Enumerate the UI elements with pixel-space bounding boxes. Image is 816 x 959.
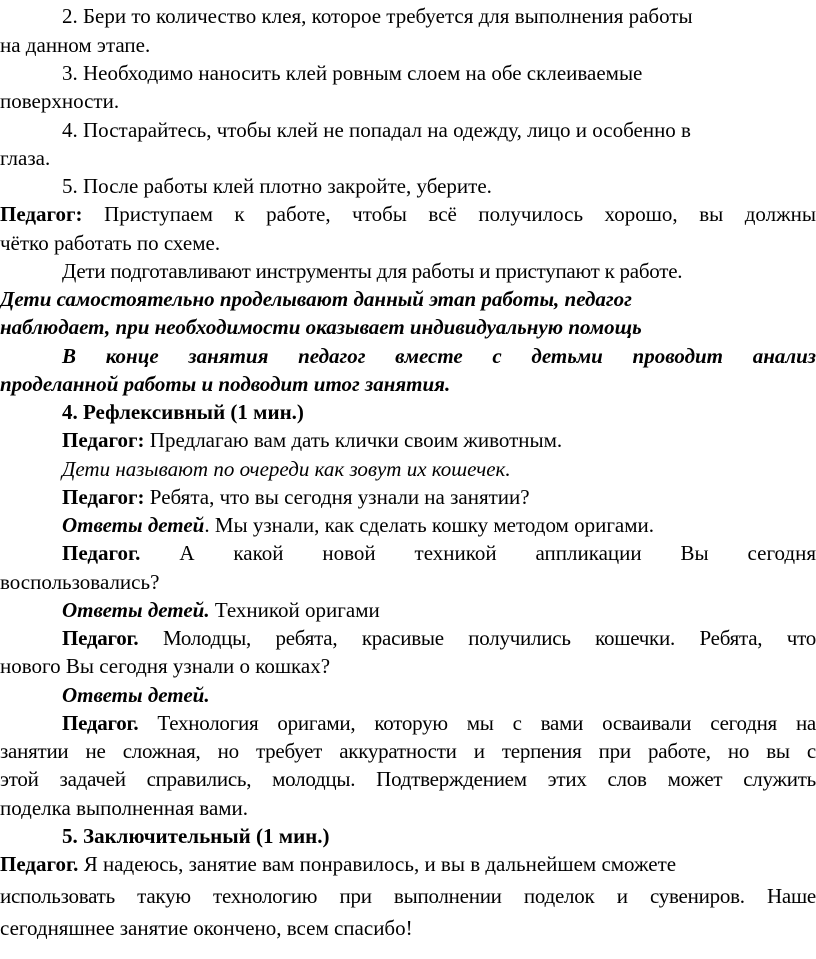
summary-note-line-2 (0, 370, 816, 398)
teacher-line (62, 483, 816, 511)
text: 3. Необходимо наносить клей ровным слоем на обе склеиваемые (62, 61, 643, 85)
text: Я надеюсь, занятие вам понравилось, и вы в дальнейшем сможете (83, 852, 677, 876)
text: глаза. (0, 146, 51, 170)
text: поверхности. (0, 89, 120, 113)
heading-text: 5. Заключительный (1 мин.) (62, 824, 330, 848)
children-action-line (62, 257, 816, 285)
speaker-label: Педагог. (0, 852, 79, 876)
speaker-label: Педагог: (62, 485, 145, 509)
text: 2. Бери то количество клея, которое требуется для выполнения работы (62, 4, 693, 28)
text: Предлагаю вам дать клички своим животным. (149, 428, 563, 452)
summary-note-line-1 (62, 342, 816, 370)
teacher-line-continued (0, 914, 816, 942)
teacher-line-continued (0, 737, 816, 765)
text: сегодняшнее занятие окончено, всем спасибо! (0, 916, 413, 940)
text: 4. Постарайтесь, чтобы клей не попадал на одежду, лицо и особенно в (62, 118, 691, 142)
text: чётко работать по схеме. (0, 231, 221, 255)
children-answer-line (62, 511, 816, 539)
text: поделка выполненная вами. (0, 796, 249, 820)
teacher-line (62, 426, 816, 454)
answer-label: Ответы детей. (62, 683, 210, 707)
emphasis-text: Дети самостоятельно проделывают данный этап работы, педагог (0, 287, 632, 311)
text: воспользовались? (0, 570, 160, 594)
teacher-line (62, 624, 816, 652)
children-answer-line (62, 681, 816, 709)
teacher-line-continued (0, 652, 816, 680)
stage-note-line-1 (0, 285, 816, 313)
teacher-line-continued (0, 765, 816, 793)
list-item-4-line-2 (0, 144, 816, 172)
text: Дети называют по очереди как зовут их кошечек. (62, 457, 511, 481)
text: . Мы узнали, как сделать кошку методом оригами. (204, 513, 655, 537)
text: Технология оригами, которую мы с вами осваивали сегодня на (157, 711, 816, 735)
text: использовать такую технологию при выполнении поделок и сувениров. Наше (0, 884, 816, 908)
list-item-4-line-1 (62, 116, 816, 144)
speaker-label: Педагог. (62, 626, 139, 650)
heading-text: 4. Рефлексивный (1 мин.) (62, 400, 304, 424)
speaker-label: Педагог. (62, 541, 141, 565)
section-heading-reflexive (62, 398, 816, 426)
teacher-line-continued (0, 794, 816, 822)
answer-label: Ответы детей (62, 513, 205, 537)
teacher-line (62, 539, 816, 567)
teacher-line-continued (0, 568, 816, 596)
list-item-3-line-2 (0, 87, 816, 115)
text: на данном этапе. (0, 33, 151, 57)
emphasis-text: наблюдает, при необходимости оказывает индивидуальную помощь (0, 315, 642, 339)
teacher-line (62, 709, 816, 737)
text: Техникой оригами (214, 598, 380, 622)
text: этой задачей справились, молодцы. Подтверждением этих слов может служить (0, 767, 816, 791)
stage-note-line-2 (0, 313, 816, 341)
emphasis-text: проделанной работы и подводит итог занятия. (0, 372, 451, 396)
text: нового Вы сегодня узнали о кошках? (0, 654, 331, 678)
teacher-line (0, 850, 816, 878)
list-item-5 (62, 172, 816, 200)
teacher-line-1 (0, 200, 816, 228)
text: Приступаем к работе, чтобы всё получилось хорошо, вы должны (104, 202, 816, 226)
speaker-label: Педагог: (0, 202, 83, 226)
teacher-line-2 (0, 229, 816, 257)
answer-label: Ответы детей. (62, 598, 210, 622)
children-answer-line (62, 596, 816, 624)
teacher-line-continued (0, 882, 816, 910)
text: занятии не сложная, но требует аккуратности и терпения при работе, но вы с (0, 739, 816, 763)
speaker-label: Педагог: (62, 428, 145, 452)
text: 5. После работы клей плотно закройте, уберите. (62, 174, 492, 198)
children-line (62, 455, 816, 483)
text: А какой новой техникой аппликации Вы сегодня (179, 541, 816, 565)
list-item-2-line-1 (62, 2, 816, 30)
text: Дети подготавливают инструменты для работы и приступают к работе. (62, 259, 683, 283)
list-item-2-line-2 (0, 31, 816, 59)
speaker-label: Педагог. (62, 711, 139, 735)
list-item-3-line-1 (62, 59, 816, 87)
section-heading-final (62, 822, 816, 850)
text: Молодцы, ребята, красивые получились кошечки. Ребята, что (162, 626, 816, 650)
emphasis-text: В конце занятия педагог вместе с детьми проводит анализ (62, 344, 816, 368)
text: Ребята, что вы сегодня узнали на занятии? (149, 485, 530, 509)
